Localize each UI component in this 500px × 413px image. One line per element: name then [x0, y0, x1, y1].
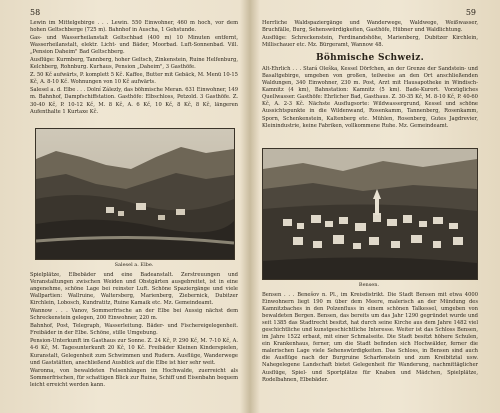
caption-salesel: Salesel a. Elbe.	[114, 262, 154, 268]
paragraph-lewin-excursions: Ausflüge: Kurmberg, Tannberg, hoher Geltsch, Zinkenstein, Ruine Helfenburg, Kelchberg, Rohnburg. Kurhaus, Pension „Daheim", 3 Gasthöfe.	[30, 57, 238, 71]
left-page-number: 58	[30, 8, 41, 17]
paragraph-bensen: Bensen . . . Benešov n. Pl., im Kreisdistrikt. Die Stadt Bensen mit etwa 4000 Einwohnern liegt 190 m über dem Meere, malerisch an der Mündung des Kamnitzbaches in den Polzenfluss in einem schönen Talkessel, umgeben von bewaldeten Bergen. Bensen, das bereits um das Jahr 1290 gegründet wurde und seit 1385 das Stadtrecht besitzt, hat durch seine Kirche aus dem Jahre 1482 viel geschichtliche und kunstgeschichtliche Interesse. Weiter ist das Schloss Bensen, im Jahre 1522 erbaut, mit einer Schmalseite. Die Stadt besitzt höhere Schulen, ein Krankenhaus, ferner, um die Stadt befinden sich Hochwälder, ferner die malerischen Lage viele Sehenswürdigkeiten. Das Schloss, in Bensen sind auch die Ausflüge nach der Burgruine Scharfenstein und zum Kreibitztal usw. Nahegelegene Landschaft bietet Gelegenheit für Wanderung, nachmittäglicher Ausflüge, Spiel- und Sportplätze für Knaben und Mädchen, Spielplätze, Rodelbahnen, Elbebäder.	[262, 292, 478, 383]
paragraph-wannow-prices: Pension-Unterkunft im Gasthaus zur Sonne. Z. 24 Kč, P. 290 Kč, M. 7-10 Kč, A. 4-6 Kč, M. Tagesunterkunft 20 Kč, 10 Kč. Freibäder Kleinen Kinderspielen, Kuranstalt, Gelegenheit zum Schwimmen und Rudern. Ausflüge, Wanderwege und Gaststätten, anschließend Ausblick auf die Elbe ist hier sehr weit.	[30, 338, 238, 366]
paragraph-lewin-spa: Gas- und Wasserheilanstalt Geltschbad (400 m) 10 Minuten entfernt, Wasserheilanstalt, elektr. Licht- und Bäder, Moorbad. Luft-Sonnenbad. Vill. „Pension Daheim" Bad Geltschberg.	[30, 35, 238, 56]
paragraph-wannow: Wannow . . . Vanov, Sommerfrische an der Elbe bei Aussig nächst dem Schreckenstein gelegen, 200 Einwohner, 220 m.	[30, 308, 238, 322]
salesel-landscape-image	[36, 129, 234, 259]
left-page	[0, 0, 248, 413]
paragraph-salesel-cont: Spielplätze, Elbebäder und eine Badeanstalt. Zerstreuungen und Veranstaltungen zwischen Weiden und Obstgärten ausgebreitet, ist in eine angenehme, schöne Lage bei reinster Luft. Schöne Spaziergänge und viele Wallpartien: Wallruine, Waltersberg, Marienberg, Ziebernick, Dubitzer Kirchlein, Lobosch, Kundratitz, Ruine Kamaik etc. Mz. Gemeindeamt.	[30, 272, 238, 307]
right-page-number: 59	[465, 8, 476, 17]
section-heading: Böhmische Schweiz.	[315, 53, 425, 64]
paragraph-wannow-end: Waronna, von bewaldeten Felsenhängen im Hochwalde, zuerreicht als Sommerfrischen, für schattigen Blick zur Ruine, Schiff und Eisenbahn bequem leicht erreicht werden kann.	[30, 367, 238, 388]
paragraph-lewin: Lewin im Mittelgebirge . . . Lewin. 550 Einwohner, 460 m hoch, vor dem hohen Geltschberge (725 m). Bahnhof in Auscha, 1 Gehstunde.	[30, 20, 238, 34]
paragraph-salesel: Salesel a. d. Elbe . . . Dolní Zálezly, das böhmische Meran. 631 Einwohner, 149 m. Bahnhof, Dampfschiffstation. Gasthöfe: Elbschloss, Petzold. 3 Gasthöfe. Z. 30-40 Kč, P. 10-12 Kč, M. 8 Kč, A. 6 Kč, 10 Kč, 8 Kč, 8 Kč, längeren Aufenthalte 1 Kurtaxe Kč.	[30, 87, 238, 115]
right-page	[252, 0, 500, 413]
photo-salesel	[35, 128, 235, 260]
paragraph-lewin-prices: Z. 50 Kč aufwärts, P. komplett 5 Kč. Kaffee, Butter mit Gebäck, M. Menü 10-15 Kč, A. 8-10 Kč. Wohnungen von 10 Kč aufwärts.	[30, 72, 238, 86]
paragraph-wannow-excursions: Ausflüge: Schreckenstein, Ferdinandshöhe, Marienberg, Dubitzer Kirchlein, Millischauer etc. Mz. Bürgeramt, Wannow 48.	[262, 35, 478, 49]
paragraph-wannow-walks: Herrliche Waldspaziergänge und Wanderwege, Waldwege, Weißwasser, Bruchfälle, Burg, Sehenswürdigkeiten, Gasthöfe, Hübner und Waldlichtung.	[262, 20, 478, 34]
bensen-town-image	[263, 149, 477, 279]
photo-bensen	[262, 148, 478, 280]
paragraph-alt-ehrlich: Alt-Ehrlich . . . Stará Oleška, Kessel Dörfchen, an der Grenze der Sandstein- und Basaltgebirge, umgeben von großen, teilweise an den Ort anschließenden Waldungen, 340 Einwohner, 230 m. Post, Arzt mit Hausapotheke in Windisch-Kamnitz (4 km), Bahnstation: Kamnitz (5 km). Bade-Kurort. Vorzügliches Quellwasser. Gasthöfe: Ehrlicher Bad, Gasthaus. Z. 30-35 Kč, M. 8-10 Kč, P. 40-60 Kč, A. 2-3 Kč. Nächste Ausflugsorte: Wildwassergrund, Kessel und schöne Aussichtspunkte in die Wildenwand, Rosenkamm, Tannenberg, Rosenkamm, Sporn, Schenkenstein, Kaltenberg etc. Mühlen, Rosenberg, Gutes Jagdrevier, Kleinindustrie, keine Fabriken, vollkommene Ruhe. Mz. Gemeindeamt.	[262, 66, 478, 129]
paragraph-wannow-facilities: Bahnhof, Post, Telegraph, Wasserleitung. Bäder- und Fischereigelegenheit. Freibäder in der Elbe. Schöne, stille Umgebung.	[30, 323, 238, 337]
caption-bensen: Bensen.	[358, 282, 380, 288]
